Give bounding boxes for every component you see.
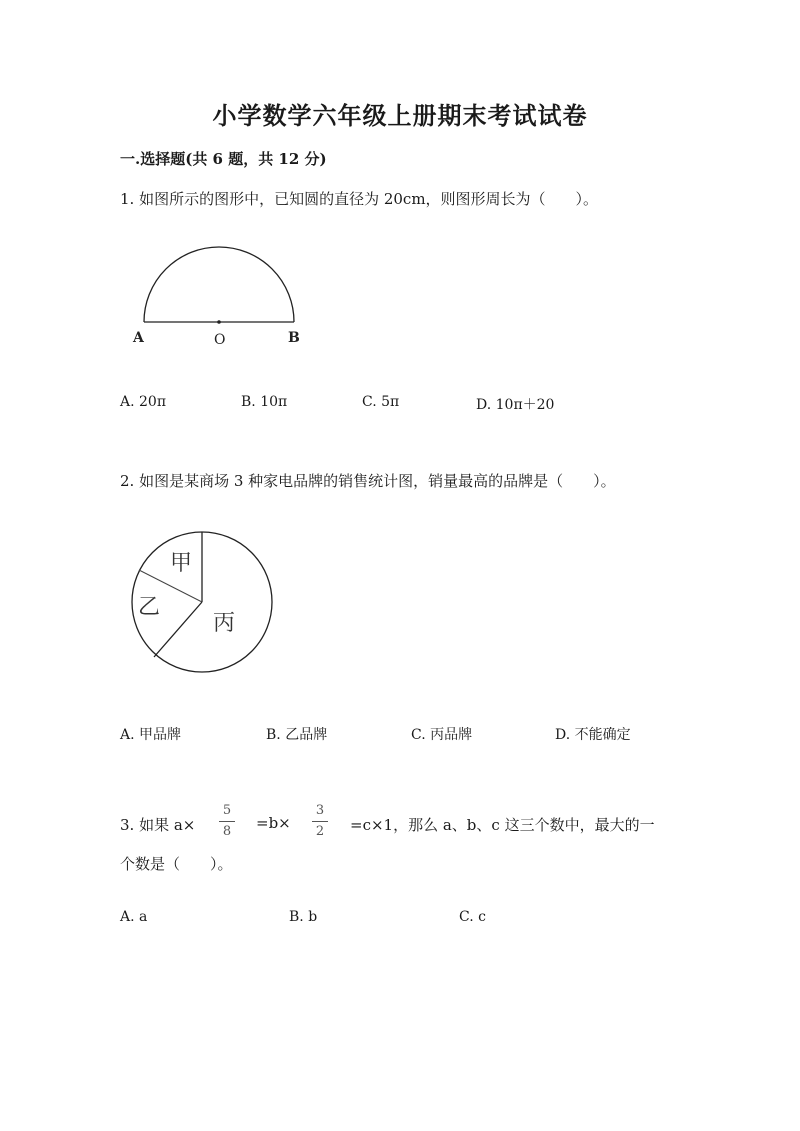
pie-chart-figure [124,526,276,676]
fraction-1-denominator: 8 [222,824,232,839]
question-1-text: 1. 如图所示的图形中，已知圆的直径为 20cm，则图形周长为（ ）。 [120,190,599,208]
label-b: B [288,330,300,346]
fraction-2-denominator: 2 [315,824,325,839]
fraction-2-numerator: 3 [315,803,325,818]
pie-label-jia: 甲 [170,551,193,576]
center-point [217,320,221,324]
fraction-2-bar [312,821,328,822]
question-2-text: 2. 如图是某商场 3 种家电品牌的销售统计图，销量最高的品牌是（ ）。 [120,472,616,490]
fraction-three-halves [310,803,330,840]
fraction-1-numerator: 5 [222,803,232,818]
pie-divider-bottom [154,602,202,657]
question-3-part2: =b× [256,814,291,832]
fraction-five-eighths [217,803,237,840]
pie-label-yi: 乙 [138,595,161,620]
fraction-1-bar [219,821,235,822]
q1-option-d[interactable]: D. 10π＋20 [476,397,555,413]
page-title: 小学数学六年级上册期末考试试卷 [212,101,588,130]
q3-option-c[interactable]: C. c [459,909,486,925]
label-o: O [214,332,226,348]
question-3-part1: 3. 如果 a× [120,816,196,834]
q2-option-c[interactable]: C. 丙品牌 [411,727,473,743]
q2-option-d[interactable]: D. 不能确定 [555,727,631,743]
q2-option-b[interactable]: B. 乙品牌 [266,727,328,743]
pie-label-bing: 丙 [213,611,236,636]
q1-option-c[interactable]: C. 5π [362,394,400,410]
semicircle-arc [144,247,294,322]
label-a: A [133,330,144,346]
q1-option-a[interactable]: A. 20π [120,394,167,410]
semicircle-figure [128,232,318,352]
question-3-line2: 个数是（ ）。 [120,855,233,873]
q2-option-a[interactable]: A. 甲品牌 [120,727,182,743]
q3-option-a[interactable]: A. a [120,909,148,925]
section-heading: 一.选择题(共 6 题，共 12 分) [120,150,327,168]
question-3-part3: =c×1，那么 a、b、c 这三个数中，最大的一 [350,816,655,834]
q3-option-b[interactable]: B. b [289,909,318,925]
q1-option-b[interactable]: B. 10π [241,394,288,410]
